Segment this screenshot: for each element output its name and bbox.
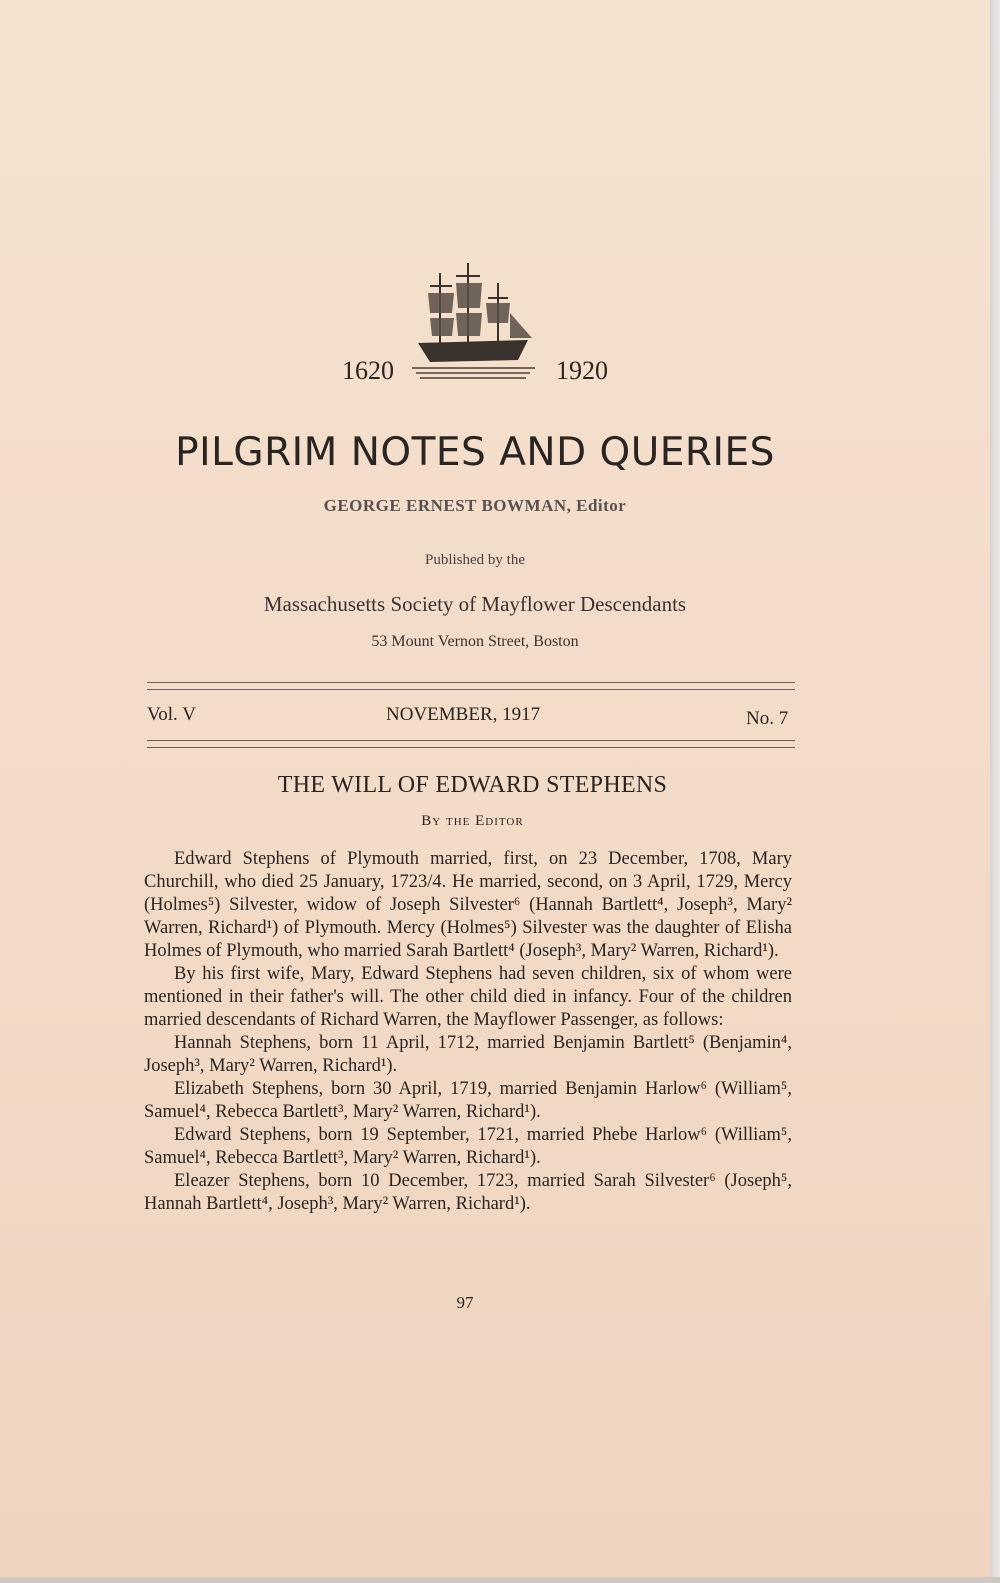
published-by: Published by the — [425, 552, 525, 568]
paragraph: Hannah Stephens, born 11 April, 1712, married Benjamin Bartlett⁵ (Benjamin⁴, Joseph³, Mary² Warren, Richard¹). — [144, 1033, 792, 1076]
paragraph: Eleazer Stephens, born 10 December, 1723, married Sarah Silvester⁶ (Joseph⁵, Hannah Bartlett⁴, Joseph³, Mary² Warren, Richard¹). — [144, 1171, 792, 1214]
issue-date: NOVEMBER, 1917 — [386, 704, 541, 725]
page-edge — [0, 1577, 1000, 1583]
paragraph: Elizabeth Stephens, born 30 April, 1719, married Benjamin Harlow⁶ (William⁵, Samuel⁴, Rebecca Bartlett³, Mary² Warren, Richard¹). — [144, 1079, 792, 1122]
paragraph: By his first wife, Mary, Edward Stephens had seven children, six of whom were mentioned in their father's will. The other child died in infancy. Four of the children married descendants of Richard Warren, the Mayflower Passenger, as follows: — [144, 964, 792, 1030]
journal-title: PILGRIM NOTES AND QUERIES — [175, 430, 775, 475]
article-title: THE WILL OF EDWARD STEPHENS — [277, 772, 668, 798]
page-edge — [990, 0, 1000, 1583]
editor-line: GEORGE ERNEST BOWMAN, Editor — [323, 496, 627, 515]
mayflower-ship-emblem — [410, 258, 540, 388]
paragraph: Edward Stephens of Plymouth married, first, on 23 December, 1708, Mary Churchill, who died 25 January, 1723/4. He married, second, on 3 April, 1729, Mercy (Holmes⁵) Silvester, widow of Joseph Silvester⁶ (Hannah Bartlett⁴, Joseph³, Mary² Warren, Richard¹) of Plymouth. Mercy (Holmes⁵) Silvester was the daughter of Elisha Holmes of Plymouth, who married Sarah Bartlett⁴ (Joseph³, Mary² Warren, Richard¹). — [144, 849, 792, 961]
issue-number: No. 7 — [746, 708, 789, 729]
bottom-double-rule — [147, 740, 795, 748]
year-end: 1920 — [556, 356, 608, 385]
volume-label: Vol. V — [147, 704, 196, 725]
society-address: 53 Mount Vernon Street, Boston — [371, 633, 579, 650]
article-byline: By the Editor — [421, 813, 524, 829]
article-body — [144, 848, 792, 1216]
year-start: 1620 — [342, 356, 394, 385]
paragraph: Edward Stephens, born 19 September, 1721, married Phebe Harlow⁶ (William⁵, Samuel⁴, Rebecca Bartlett³, Mary² Warren, Richard¹). — [144, 1125, 792, 1168]
top-double-rule — [147, 682, 795, 690]
page-number: 97 — [456, 1293, 474, 1312]
society-name: Massachusetts Society of Mayflower Descendants — [263, 592, 687, 616]
